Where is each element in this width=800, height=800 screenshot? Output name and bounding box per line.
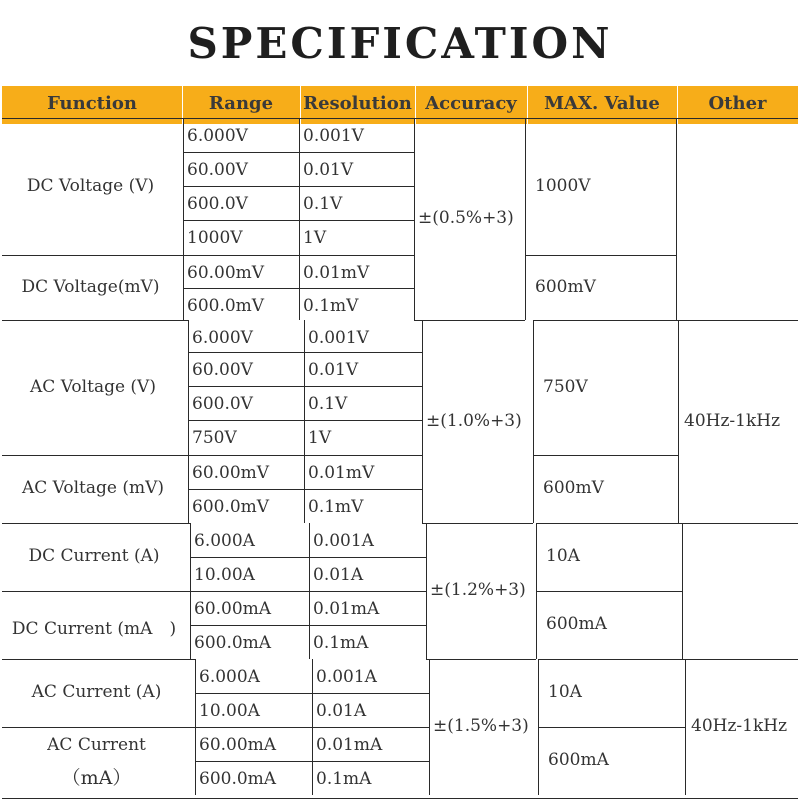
grid-line (2, 255, 183, 256)
range-cell: 60.00mV (187, 263, 265, 283)
resolution-cell: 1V (303, 228, 327, 248)
grid-line (676, 118, 677, 320)
range-cell: 60.00mA (199, 735, 277, 755)
range-cell: 10.00A (194, 565, 255, 585)
grid-line (183, 118, 184, 320)
header-range: Range (182, 86, 301, 124)
header-accuracy: Accuracy (415, 86, 528, 124)
resolution-cell: 0.001V (308, 328, 369, 348)
grid-line (2, 659, 195, 660)
range-cell: 600.0mV (187, 296, 265, 316)
grid-line (678, 523, 798, 524)
range-cell: 10.00A (199, 701, 260, 721)
grid-line (188, 420, 422, 421)
resolution-cell: 0.001A (316, 667, 377, 687)
max-value-cell: 10A (546, 546, 580, 566)
resolution-cell: 1V (308, 428, 332, 448)
range-cell: 600.0mA (194, 633, 272, 653)
grid-line (422, 320, 423, 523)
grid-line (533, 455, 678, 456)
max-value-cell: 750V (543, 376, 588, 397)
range-cell: 60.00V (192, 360, 253, 380)
grid-line (2, 455, 188, 456)
range-cell: 6.000V (187, 126, 248, 146)
max-value-cell: 600mA (546, 614, 607, 634)
max-value-cell: 600mV (543, 478, 604, 498)
grid-line (183, 255, 414, 256)
grid-line (422, 523, 533, 524)
grid-line (525, 255, 676, 256)
resolution-cell: 0.001V (303, 126, 364, 146)
grid-line (533, 320, 534, 523)
max-value-cell: 10A (548, 682, 582, 702)
grid-line (685, 659, 686, 795)
resolution-cell: 0.01mA (313, 599, 380, 619)
resolution-cell: 0.01V (303, 160, 354, 180)
function-label: DC Voltage (V) (26, 175, 155, 196)
range-cell: 6.000V (192, 328, 253, 348)
resolution-cell: 0.1mV (308, 497, 364, 517)
range-cell: 6.000A (194, 531, 255, 551)
range-cell: 600.0mV (192, 497, 270, 517)
resolution-cell: 0.01A (313, 565, 364, 585)
grid-line (538, 727, 685, 728)
grid-line (304, 320, 305, 523)
grid-line (183, 152, 414, 153)
resolution-cell: 0.1mV (303, 296, 359, 316)
accuracy-cell: ±(1.0%+3) (426, 410, 522, 431)
header-function: Function (2, 86, 183, 124)
range-cell: 600.0V (187, 194, 248, 214)
grid-line (536, 523, 682, 524)
grid-line (188, 455, 422, 456)
grid-line (2, 523, 190, 524)
grid-line (676, 320, 798, 321)
range-cell: 1000V (187, 228, 243, 248)
accuracy-cell: ±(1.2%+3) (430, 580, 526, 600)
grid-line (426, 659, 536, 660)
range-cell: 60.00V (187, 160, 248, 180)
grid-line (426, 523, 427, 659)
grid-line (525, 118, 526, 320)
grid-line (188, 320, 189, 523)
range-cell: 60.00mA (194, 599, 272, 619)
other-cell: 40Hz-1kHz (684, 410, 781, 431)
grid-line (188, 352, 422, 353)
resolution-cell: 0.1V (308, 394, 348, 414)
resolution-cell: 0.01mV (303, 263, 370, 283)
function-label: AC Voltage (V) (30, 376, 156, 397)
grid-line (2, 727, 195, 728)
grid-line (195, 727, 429, 728)
resolution-cell: 0.1mA (316, 769, 372, 789)
range-cell: 60.00mV (192, 463, 270, 483)
grid-line (429, 659, 430, 795)
grid-line (190, 591, 426, 592)
grid-line (195, 761, 429, 762)
range-cell: 600.0V (192, 394, 253, 414)
range-cell: 600.0mA (199, 769, 277, 789)
resolution-cell: 0.001A (313, 531, 374, 551)
function-label: DC Current (mA ) (11, 619, 177, 639)
function-label: DC Voltage(mV) (21, 276, 160, 297)
accuracy-cell: ±(0.5%+3) (418, 208, 514, 228)
range-cell: 750V (192, 428, 237, 448)
grid-line (299, 118, 300, 320)
grid-line (2, 118, 798, 119)
grid-line (190, 625, 426, 626)
grid-line (188, 386, 422, 387)
grid-line (682, 523, 683, 659)
grid-line (538, 659, 685, 660)
resolution-cell: 0.1mA (313, 633, 369, 653)
other-cell: 40Hz-1kHz (691, 716, 788, 736)
max-value-cell: 600mV (535, 276, 596, 297)
max-value-cell: 1000V (535, 175, 591, 196)
spec-table (0, 124, 800, 800)
header-other: Other (708, 93, 767, 114)
max-value-cell: 600mA (548, 750, 609, 770)
grid-line (685, 659, 798, 660)
range-cell: 6.000A (199, 667, 260, 687)
grid-line (533, 320, 678, 321)
function-label: AC Voltage (mV) (21, 478, 165, 498)
function-label: （mA） (61, 767, 132, 789)
accuracy-cell: ±(1.5%+3) (433, 716, 529, 736)
grid-line (414, 320, 525, 321)
grid-line (2, 320, 188, 321)
header-resolution: Resolution (300, 86, 416, 124)
resolution-cell: 0.01A (316, 701, 367, 721)
resolution-cell: 0.1V (303, 194, 343, 214)
grid-line (678, 320, 679, 523)
function-label: DC Current (A) (28, 546, 160, 566)
page-title: SPECIFICATION (187, 19, 613, 68)
resolution-cell: 0.01V (308, 360, 359, 380)
resolution-cell: 0.01mV (308, 463, 375, 483)
function-label: AC Current (A) (31, 682, 162, 702)
grid-line (2, 591, 190, 592)
grid-line (536, 591, 682, 592)
function-label: AC Current (47, 735, 146, 755)
grid-line (190, 557, 426, 558)
grid-line (183, 186, 414, 187)
grid-line (2, 798, 798, 799)
header-max-value: MAX. Value (527, 86, 678, 124)
grid-line (183, 288, 414, 289)
grid-line (195, 693, 429, 694)
grid-line (188, 489, 422, 490)
grid-line (183, 220, 414, 221)
grid-line (414, 118, 415, 320)
resolution-cell: 0.01mA (316, 735, 383, 755)
